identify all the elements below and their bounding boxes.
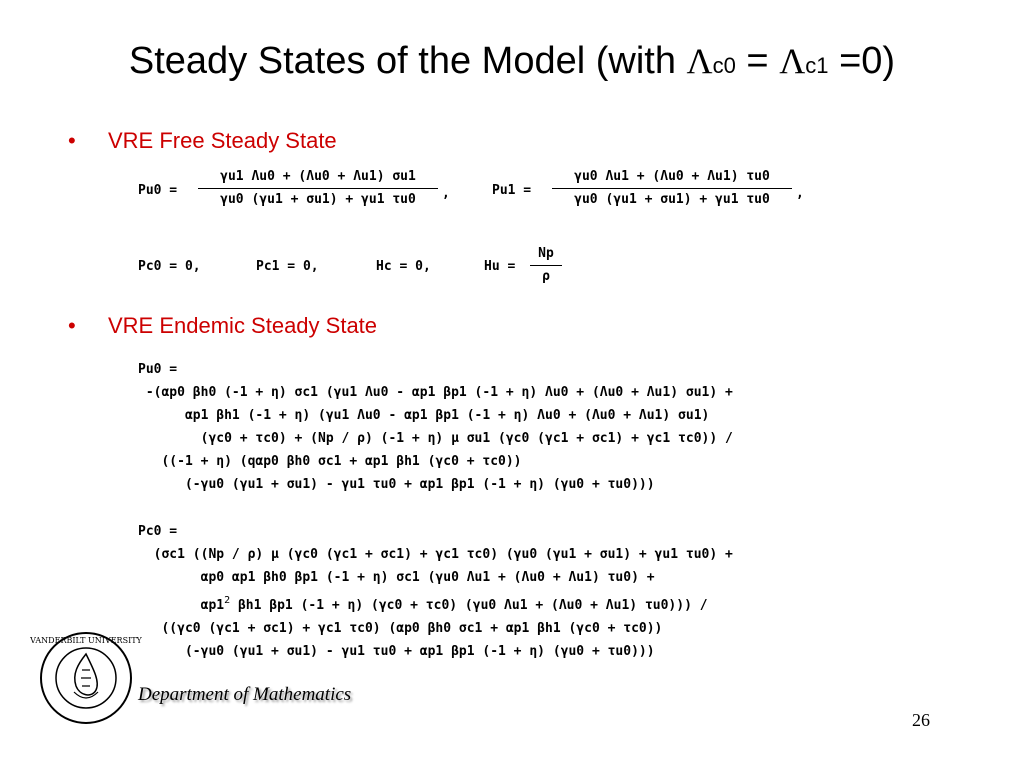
pu0-label: Pu0 = (138, 183, 178, 198)
bullet-icon: • (68, 128, 76, 153)
lambda-symbol: Λ (686, 41, 713, 81)
university-seal-icon (30, 630, 142, 726)
page-number: 26 (912, 710, 930, 730)
formula-line: ((γc0 (γc1 + σc1) + γc1 τc0) (αp0 βh0 σc1 + αp1 βh1 (γc0 + τc0)) (138, 621, 663, 636)
fraction-denominator: ρ (542, 269, 550, 284)
slide-title (0, 40, 1024, 83)
formula-line: -(αp0 βh0 (-1 + η) σc1 (γu1 Λu0 - αp1 βp1 (-1 + η) Λu0 + (Λu0 + Λu1) σu1) + (138, 385, 733, 400)
formula-line: (-γu0 (γu1 + σu1) - γu1 τu0 + αp1 βp1 (-1 + η) (γu0 + τu0))) (138, 644, 655, 659)
fraction-numerator: γu0 Λu1 + (Λu0 + Λu1) τu0 (574, 169, 770, 184)
formula-segment: βh1 βp1 (-1 + η) (γc0 + τc0) (γu0 Λu1 + (Λu0 + Λu1) τu0))) / (230, 598, 708, 613)
formula-line: αp1 βh1 (-1 + η) (γu1 Λu0 - αp1 βp1 (-1 + η) Λu0 + (Λu0 + Λu1) σu1) (138, 408, 710, 423)
title-subscript-c1: c1 (805, 53, 829, 78)
hc-zero: Hc = 0, (376, 259, 431, 274)
comma: , (442, 186, 450, 201)
formula-line: Pc0 = (138, 524, 178, 539)
section-heading-free (68, 128, 337, 154)
formula-line: (σc1 ((Np / ρ) μ (γc0 (γc1 + σc1) + γc1 τc0) (γu0 (γu1 + σu1) + γu1 τu0) + (138, 547, 733, 562)
formula-line (138, 589, 733, 617)
hu-fraction (530, 243, 562, 288)
section-heading-endemic (68, 313, 377, 339)
endemic-pu0-formula (138, 358, 733, 496)
pc1-zero: Pc1 = 0, (256, 259, 319, 274)
title-suffix: =0) (828, 40, 896, 82)
hu-label: Hu = (484, 259, 516, 274)
fraction-denominator: γu0 (γu1 + σu1) + γu1 τu0 (574, 192, 770, 207)
title-equals: = (735, 40, 780, 82)
formula-line: (-γu0 (γu1 + σu1) - γu1 τu0 + αp1 βp1 (-1 + η) (γu0 + τu0))) (138, 477, 655, 492)
pu0-fraction (198, 166, 438, 211)
formula-line: Pu0 = (138, 362, 178, 377)
fraction-numerator: γu1 Λu0 + (Λu0 + Λu1) σu1 (220, 169, 416, 184)
comma: , (796, 186, 804, 201)
pc0-zero: Pc0 = 0, (138, 259, 201, 274)
seal-text: VANDERBILT UNIVERSITY (30, 636, 142, 645)
section-label: VRE Endemic Steady State (108, 313, 378, 338)
department-label: Department of Mathematics (138, 684, 352, 705)
pu1-fraction (552, 166, 792, 211)
title-subscript-c0: c0 (712, 53, 736, 78)
formula-line: ((-1 + η) (qαp0 βh0 σc1 + αp1 βh1 (γc0 + τc0)) (138, 454, 522, 469)
fraction-denominator: γu0 (γu1 + σu1) + γu1 τu0 (220, 192, 416, 207)
formula-line: αp0 αp1 βh0 βp1 (-1 + η) σc1 (γu0 Λu1 + (Λu0 + Λu1) τu0) + (138, 570, 655, 585)
formula-line: (γc0 + τc0) + (Np / ρ) (-1 + η) μ σu1 (γc0 (γc1 + σc1) + γc1 τc0)) / (138, 431, 733, 446)
formula-segment: αp1 (138, 598, 225, 613)
title-text: Steady States of the Model (with (128, 40, 687, 82)
bullet-icon: • (68, 313, 76, 338)
endemic-pc0-formula (138, 520, 733, 663)
superscript: 2 (224, 595, 231, 606)
section-label: VRE Free Steady State (108, 128, 337, 153)
fraction-numerator: Np (538, 246, 554, 261)
pu1-label: Pu1 = (492, 183, 532, 198)
lambda-symbol: Λ (779, 41, 806, 81)
